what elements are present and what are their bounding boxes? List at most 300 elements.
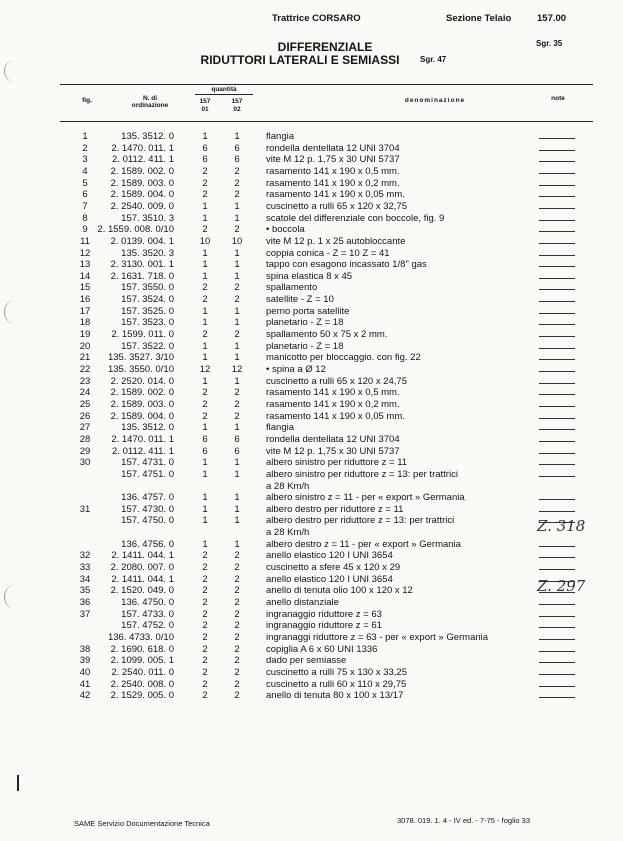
row-order-number: 157. 3523. 0 bbox=[121, 317, 174, 329]
row-description: rasamento 141 x 190 x 0,2 mm. bbox=[266, 398, 400, 410]
note-line bbox=[539, 662, 575, 663]
row-qty-01: 2 bbox=[202, 643, 208, 655]
row-fig: 19 bbox=[79, 329, 91, 341]
row-order-number: 157. 4750. 0 bbox=[121, 515, 174, 527]
row-fig: 36 bbox=[79, 597, 91, 608]
row-order-number: 157. 3550. 0 bbox=[121, 282, 174, 294]
row-qty-02: 1 bbox=[234, 200, 240, 212]
row-qty-02: 2 bbox=[234, 655, 240, 667]
row-qty-01: 2 bbox=[202, 177, 208, 189]
row-order-number: 136. 4756. 0 bbox=[121, 538, 174, 550]
handwritten-note-2: Z. 297 bbox=[537, 577, 586, 595]
row-qty-02: 1 bbox=[234, 212, 240, 224]
row-fig: 40 bbox=[79, 666, 91, 678]
row-order-number: 157. 4733. 0 bbox=[121, 608, 174, 620]
row-order-number: 2. 1470. 011. 1 bbox=[111, 433, 174, 445]
row-description: dado per semiasse bbox=[266, 655, 347, 667]
row-fig: 8 bbox=[82, 212, 88, 224]
table-row bbox=[0, 644, 623, 656]
row-qty-02: 10 bbox=[231, 235, 243, 247]
handwritten-note-1: Z. 318 bbox=[537, 517, 586, 535]
row-qty-02: 6 bbox=[234, 433, 240, 445]
row-order-number: 2. 1411. 044. 1 bbox=[111, 573, 174, 585]
note-line bbox=[539, 394, 575, 395]
table-row bbox=[0, 166, 623, 178]
row-fig: 20 bbox=[79, 340, 91, 352]
row-qty-02: 2 bbox=[234, 678, 240, 690]
table-row bbox=[0, 515, 623, 527]
row-description: albero destro per riduttore z = 11 bbox=[266, 503, 404, 515]
row-fig: 1 bbox=[82, 131, 88, 142]
row-description: planetario - Z = 18 bbox=[266, 317, 344, 329]
row-fig: 15 bbox=[79, 282, 91, 294]
row-description: flangia bbox=[266, 422, 294, 434]
row-qty-02: 1 bbox=[234, 457, 240, 469]
row-fig: 3 bbox=[82, 154, 88, 166]
col-qty: quantità bbox=[211, 86, 237, 93]
table-row bbox=[0, 539, 623, 551]
row-description: rondella dentellata 12 UNI 3704 bbox=[266, 433, 400, 445]
row-qty-01: 1 bbox=[202, 515, 208, 527]
row-qty-02: 2 bbox=[234, 690, 240, 702]
row-description: cuscinetto a rulli 60 x 110 x 29,75 bbox=[266, 678, 407, 690]
row-qty-01: 2 bbox=[202, 655, 208, 667]
table-row bbox=[0, 609, 623, 621]
row-fig: 27 bbox=[79, 422, 91, 434]
row-qty-02: 1 bbox=[234, 375, 240, 387]
row-fig: 11 bbox=[80, 235, 90, 247]
row-fig: 16 bbox=[79, 294, 91, 306]
row-qty-02: 2 bbox=[234, 585, 240, 597]
table-row bbox=[0, 224, 623, 236]
note-line bbox=[539, 604, 575, 605]
row-qty-02: 1 bbox=[234, 259, 240, 271]
row-qty-02: 1 bbox=[234, 131, 240, 142]
row-qty-02: 2 bbox=[234, 177, 240, 189]
table-row bbox=[0, 679, 623, 691]
table-row bbox=[0, 481, 623, 493]
row-qty-01: 1 bbox=[202, 247, 208, 259]
table-row bbox=[0, 399, 623, 411]
row-qty-01: 2 bbox=[202, 165, 208, 177]
table-row bbox=[0, 376, 623, 388]
row-qty-02: 12 bbox=[231, 364, 243, 375]
row-fig: 34 bbox=[79, 573, 91, 585]
row-qty-01: 1 bbox=[202, 317, 208, 329]
row-order-number: 157. 4752. 0 bbox=[121, 620, 174, 632]
row-order-number: 2. 1529. 005. 0 bbox=[110, 690, 174, 702]
row-qty-01: 2 bbox=[202, 608, 208, 620]
note-line bbox=[539, 289, 575, 290]
note-line bbox=[539, 150, 575, 151]
note-line bbox=[539, 161, 575, 162]
row-order-number: 157. 4731. 0 bbox=[121, 457, 174, 469]
note-line bbox=[539, 546, 575, 547]
row-qty-01: 1 bbox=[202, 492, 208, 504]
row-qty-01: 6 bbox=[202, 433, 208, 445]
note-line bbox=[539, 429, 575, 430]
table-header-rule bbox=[60, 121, 593, 122]
row-fig: 38 bbox=[79, 643, 91, 655]
row-qty-01: 1 bbox=[202, 200, 208, 212]
row-order-number: 2. 1099. 005. 1 bbox=[110, 655, 174, 667]
row-order-number: 2. 1470. 011. 1 bbox=[111, 142, 174, 154]
subgroup-label: Sgr. 47 bbox=[420, 55, 447, 64]
row-qty-01: 1 bbox=[202, 212, 208, 224]
table-row bbox=[0, 143, 623, 155]
row-qty-01: 1 bbox=[202, 305, 208, 317]
row-order-number: 2. 2520. 014. 0 bbox=[110, 375, 174, 387]
col-q2-line2: 02 bbox=[233, 106, 241, 113]
note-line bbox=[539, 336, 575, 337]
row-fig: 4 bbox=[82, 165, 88, 177]
footer-right: 3078. 019. 1. 4 - IV ed. - 7-75 - foglio 33 bbox=[397, 816, 531, 825]
row-fig: 13 bbox=[79, 259, 91, 271]
table-row bbox=[0, 434, 623, 446]
table-row bbox=[0, 201, 623, 213]
table-row bbox=[0, 131, 623, 143]
row-description: tappo con esagono incassato 1/8" gas bbox=[266, 259, 427, 271]
row-qty-02: 1 bbox=[234, 492, 240, 504]
row-order-number: 2. 1589. 002. 0 bbox=[110, 387, 174, 399]
row-qty-02: 2 bbox=[234, 282, 240, 294]
table-row bbox=[0, 562, 623, 574]
row-description: vite M 12 p. 1,75 x 30 UNI 5737 bbox=[266, 154, 400, 166]
row-fig: 12 bbox=[79, 247, 91, 259]
row-qty-02: 1 bbox=[234, 538, 240, 550]
table-row bbox=[0, 632, 623, 644]
note-line bbox=[539, 255, 575, 256]
row-fig: 29 bbox=[79, 445, 91, 457]
row-order-number: 136. 4757. 0 bbox=[121, 492, 174, 504]
table-row bbox=[0, 690, 623, 702]
row-description: a 28 Km/h bbox=[266, 480, 310, 492]
row-qty-02: 2 bbox=[234, 410, 240, 422]
page-title: DIFFERENZIALE bbox=[277, 40, 373, 54]
table-row bbox=[0, 352, 623, 364]
note-line bbox=[539, 627, 575, 628]
row-qty-01: 1 bbox=[202, 131, 208, 142]
row-order-number: 2. 1631. 718. 0 bbox=[110, 270, 174, 282]
row-qty-01: 6 bbox=[202, 154, 208, 166]
tractor-model: Trattrice CORSARO bbox=[272, 13, 361, 24]
note-line bbox=[539, 301, 575, 302]
table-row bbox=[0, 411, 623, 423]
row-order-number: 157. 3510. 3 bbox=[121, 212, 174, 224]
row-qty-01: 12 bbox=[199, 364, 211, 375]
table-row bbox=[0, 574, 623, 586]
table-row bbox=[0, 178, 623, 190]
table-row bbox=[0, 259, 623, 271]
row-qty-02: 1 bbox=[234, 270, 240, 282]
page-number: 157.00 bbox=[537, 13, 567, 24]
row-description: albero destro per riduttore z = 13: per trattrici bbox=[266, 515, 455, 527]
row-order-number: 2. 1589. 004. 0 bbox=[110, 189, 174, 201]
note-line bbox=[539, 196, 575, 197]
row-qty-02: 2 bbox=[234, 666, 240, 678]
row-description: ingranaggi riduttore z = 63 - per « export » Germania bbox=[266, 631, 489, 643]
row-fig: 22 bbox=[79, 364, 91, 375]
row-fig: 14 bbox=[79, 270, 91, 282]
row-qty-01: 6 bbox=[202, 445, 208, 457]
row-order-number: 135. 3527. 3/10 bbox=[107, 352, 174, 364]
note-line bbox=[539, 348, 575, 349]
row-order-number: 135. 3512. 0 bbox=[121, 131, 174, 142]
table-row bbox=[0, 248, 623, 260]
row-qty-01: 2 bbox=[202, 585, 208, 597]
row-description: albero sinistro per riduttore z = 11 bbox=[266, 457, 408, 469]
row-qty-02: 2 bbox=[234, 224, 240, 236]
row-description: anello elastico 120 I UNI 3654 bbox=[266, 550, 393, 562]
table-row bbox=[0, 446, 623, 458]
row-qty-01: 1 bbox=[202, 259, 208, 271]
footer-left: SAME Servizio Documentazione Tecnica bbox=[74, 819, 210, 828]
row-description: coppia conica - Z = 10 Z = 41 bbox=[266, 247, 390, 259]
note-line bbox=[539, 697, 575, 698]
row-description: spallamento bbox=[266, 282, 318, 294]
table-row bbox=[0, 213, 623, 225]
note-line bbox=[539, 418, 575, 419]
row-order-number: 135. 3550. 0/10 bbox=[107, 364, 174, 375]
row-description: rasamento 141 x 190 x 0,05 mm. bbox=[266, 189, 405, 201]
note-line bbox=[539, 499, 575, 500]
row-fig: 32 bbox=[79, 550, 91, 562]
row-order-number: 135. 3512. 0 bbox=[121, 422, 174, 434]
note-line bbox=[539, 371, 575, 372]
table-row bbox=[0, 387, 623, 399]
row-qty-01: 2 bbox=[202, 387, 208, 399]
row-qty-01: 1 bbox=[202, 375, 208, 387]
row-fig: 5 bbox=[82, 177, 88, 189]
note-line bbox=[539, 313, 575, 314]
row-qty-02: 1 bbox=[234, 247, 240, 259]
note-line bbox=[539, 185, 575, 186]
note-line bbox=[539, 686, 575, 687]
note-line bbox=[539, 406, 575, 407]
row-qty-01: 2 bbox=[202, 294, 208, 306]
row-qty-02: 2 bbox=[234, 398, 240, 410]
row-description: • boccola bbox=[266, 224, 305, 236]
row-qty-01: 2 bbox=[202, 678, 208, 690]
table-row bbox=[0, 667, 623, 679]
row-qty-01: 1 bbox=[202, 538, 208, 550]
row-order-number: 2. 1559. 008. 0/10 bbox=[97, 224, 174, 236]
note-line bbox=[539, 266, 575, 267]
row-qty-02: 2 bbox=[234, 620, 240, 632]
row-description: rasamento 141 x 190 x 0,5 mm. bbox=[266, 387, 400, 399]
section-label: Sezione Telaio bbox=[446, 13, 512, 24]
row-description: manicotto per bloccaggio. con fig. 22 bbox=[266, 352, 421, 364]
row-order-number: 2. 1411. 044. 1 bbox=[111, 550, 174, 562]
row-qty-01: 2 bbox=[202, 329, 208, 341]
row-fig: 28 bbox=[79, 433, 91, 445]
row-description: cuscinetto a sfere 45 x 120 x 29 bbox=[266, 562, 401, 574]
row-fig: 31 bbox=[79, 503, 91, 515]
note-line bbox=[539, 441, 575, 442]
note-line bbox=[539, 324, 575, 325]
table-row bbox=[0, 469, 623, 481]
row-qty-01: 2 bbox=[202, 666, 208, 678]
note-line bbox=[539, 639, 575, 640]
row-description: copiglia A 6 x 60 UNI 1336 bbox=[266, 643, 378, 655]
row-description: rasamento 141 x 190 x 0,05 mm. bbox=[266, 410, 405, 422]
note-line bbox=[539, 557, 575, 558]
row-order-number: 157. 3525. 0 bbox=[121, 305, 174, 317]
row-description: • spina a Ø 12 bbox=[266, 364, 326, 375]
table-row bbox=[0, 282, 623, 294]
row-description: a 28 Km/h bbox=[266, 527, 310, 539]
note-line bbox=[539, 651, 575, 652]
row-order-number: 157. 3522. 0 bbox=[121, 340, 174, 352]
row-description: rondella dentellata 12 UNI 3704 bbox=[266, 142, 400, 154]
row-qty-01: 1 bbox=[202, 340, 208, 352]
row-order-number: 157. 4751. 0 bbox=[121, 468, 174, 480]
row-description: albero sinistro z = 11 - per « export » Germania bbox=[266, 492, 465, 504]
row-fig: 24 bbox=[79, 387, 91, 399]
margin-tick bbox=[17, 775, 19, 791]
row-qty-01: 6 bbox=[202, 142, 208, 154]
row-qty-02: 2 bbox=[234, 643, 240, 655]
table-row bbox=[0, 504, 623, 516]
table-top-rule bbox=[60, 84, 593, 85]
row-qty-02: 6 bbox=[234, 142, 240, 154]
page-subtitle: RIDUTTORI LATERALI E SEMIASSI bbox=[200, 53, 400, 67]
row-qty-01: 2 bbox=[202, 573, 208, 585]
table-row bbox=[0, 364, 623, 376]
row-order-number: 2. 2540. 008. 0 bbox=[110, 678, 174, 690]
row-fig: 33 bbox=[79, 562, 91, 574]
row-qty-02: 1 bbox=[234, 305, 240, 317]
row-order-number: 2. 2540. 009. 0 bbox=[110, 200, 174, 212]
table-row bbox=[0, 457, 623, 469]
table-row bbox=[0, 492, 623, 504]
row-description: cuscinetto a rulli 75 x 130 x 33,25 bbox=[266, 666, 408, 678]
row-order-number: 2. 2540. 011. 0 bbox=[111, 666, 174, 678]
row-description: vite M 12 p. 1 x 25 autobloccante bbox=[266, 235, 406, 247]
row-qty-02: 2 bbox=[234, 550, 240, 562]
row-description: anello distanziale bbox=[266, 597, 339, 608]
row-qty-01: 1 bbox=[202, 270, 208, 282]
note-line bbox=[539, 208, 575, 209]
note-line bbox=[539, 278, 575, 279]
row-description: ingranaggio riduttore z = 63 bbox=[266, 608, 382, 620]
row-order-number: 2. 3130. 001. 1 bbox=[110, 259, 174, 271]
table-row bbox=[0, 154, 623, 166]
table-row bbox=[0, 527, 623, 539]
note-line bbox=[539, 359, 575, 360]
row-description: cuscinetto a rulli 65 x 120 x 32,75 bbox=[266, 200, 408, 212]
table-row bbox=[0, 620, 623, 632]
note-line bbox=[539, 674, 575, 675]
note-line bbox=[539, 453, 575, 454]
row-qty-02: 1 bbox=[234, 468, 240, 480]
col-ord-line2: ordinazione bbox=[131, 102, 169, 109]
row-qty-02: 2 bbox=[234, 573, 240, 585]
col-note: note bbox=[551, 95, 565, 102]
note-line bbox=[539, 173, 575, 174]
note-line bbox=[539, 243, 575, 244]
row-description: albero sinistro per riduttore z = 13: per trattrici bbox=[266, 468, 458, 480]
row-qty-01: 1 bbox=[202, 352, 208, 364]
row-description: perno porta satellite bbox=[266, 305, 350, 317]
note-line bbox=[539, 464, 575, 465]
row-order-number: 135. 3520. 3 bbox=[121, 247, 174, 259]
row-qty-01: 2 bbox=[202, 631, 208, 643]
note-line bbox=[539, 220, 575, 221]
margin-mark-3 bbox=[4, 585, 25, 609]
row-qty-01: 2 bbox=[202, 690, 208, 702]
row-description: flangia bbox=[266, 131, 294, 142]
row-qty-02: 6 bbox=[234, 445, 240, 457]
row-description: anello di tenuta 80 x 100 x 13/17 bbox=[266, 690, 404, 702]
col-q2-line1: 157 bbox=[231, 98, 243, 105]
row-qty-01: 2 bbox=[202, 597, 208, 608]
row-fig: 18 bbox=[79, 317, 91, 329]
row-order-number: 2. 0139. 004. 1 bbox=[110, 235, 174, 247]
row-description: spina elastica 8 x 45 bbox=[266, 270, 353, 282]
table-row bbox=[0, 329, 623, 341]
row-fig: 17 bbox=[79, 305, 91, 317]
row-qty-02: 6 bbox=[234, 154, 240, 166]
row-fig: 37 bbox=[79, 608, 91, 620]
row-order-number: 2. 1589. 003. 0 bbox=[110, 177, 174, 189]
row-qty-02: 1 bbox=[234, 340, 240, 352]
row-description: planetario - Z = 18 bbox=[266, 340, 344, 352]
row-fig: 30 bbox=[79, 457, 91, 469]
row-qty-01: 2 bbox=[202, 410, 208, 422]
row-fig: 41 bbox=[79, 678, 91, 690]
table-row bbox=[0, 317, 623, 329]
row-qty-01: 1 bbox=[202, 422, 208, 434]
row-qty-01: 1 bbox=[202, 457, 208, 469]
row-qty-02: 2 bbox=[234, 562, 240, 574]
table-row bbox=[0, 236, 623, 248]
row-fig: 35 bbox=[79, 585, 91, 597]
note-line bbox=[539, 476, 575, 477]
row-fig: 2 bbox=[82, 142, 88, 154]
row-order-number: 2. 1599. 011. 0 bbox=[111, 329, 174, 341]
row-qty-02: 1 bbox=[234, 352, 240, 364]
col-fig: fig. bbox=[82, 97, 92, 104]
row-order-number: 2. 1589. 002. 0 bbox=[110, 165, 174, 177]
note-line bbox=[539, 511, 575, 512]
row-qty-02: 1 bbox=[234, 503, 240, 515]
note-line bbox=[539, 616, 575, 617]
table-row bbox=[0, 271, 623, 283]
table-row bbox=[0, 597, 623, 609]
row-description: scatole del differenziale con boccole, fig. 9 bbox=[266, 212, 445, 224]
table-row bbox=[0, 306, 623, 318]
row-fig: 23 bbox=[79, 375, 91, 387]
table-row bbox=[0, 189, 623, 201]
row-fig: 25 bbox=[79, 398, 91, 410]
table-row bbox=[0, 422, 623, 434]
row-qty-02: 2 bbox=[234, 387, 240, 399]
note-line bbox=[539, 231, 575, 232]
note-line bbox=[539, 569, 575, 570]
col-q1-line1: 157 bbox=[199, 98, 211, 105]
row-order-number: 2. 2080. 007. 0 bbox=[110, 562, 174, 574]
col-desc: denominazione bbox=[404, 97, 466, 104]
row-description: anello elastico 120 I UNI 3654 bbox=[266, 573, 393, 585]
row-description: spallamento 50 x 75 x 2 mm. bbox=[266, 329, 388, 341]
row-description: anello di tenuta olio 100 x 120 x 12 bbox=[266, 585, 413, 597]
row-order-number: 2. 0112. 411. 1 bbox=[112, 154, 174, 166]
row-fig: 6 bbox=[82, 189, 88, 201]
row-qty-02: 2 bbox=[234, 608, 240, 620]
qty-underline bbox=[195, 94, 253, 95]
row-fig: 7 bbox=[82, 200, 88, 212]
